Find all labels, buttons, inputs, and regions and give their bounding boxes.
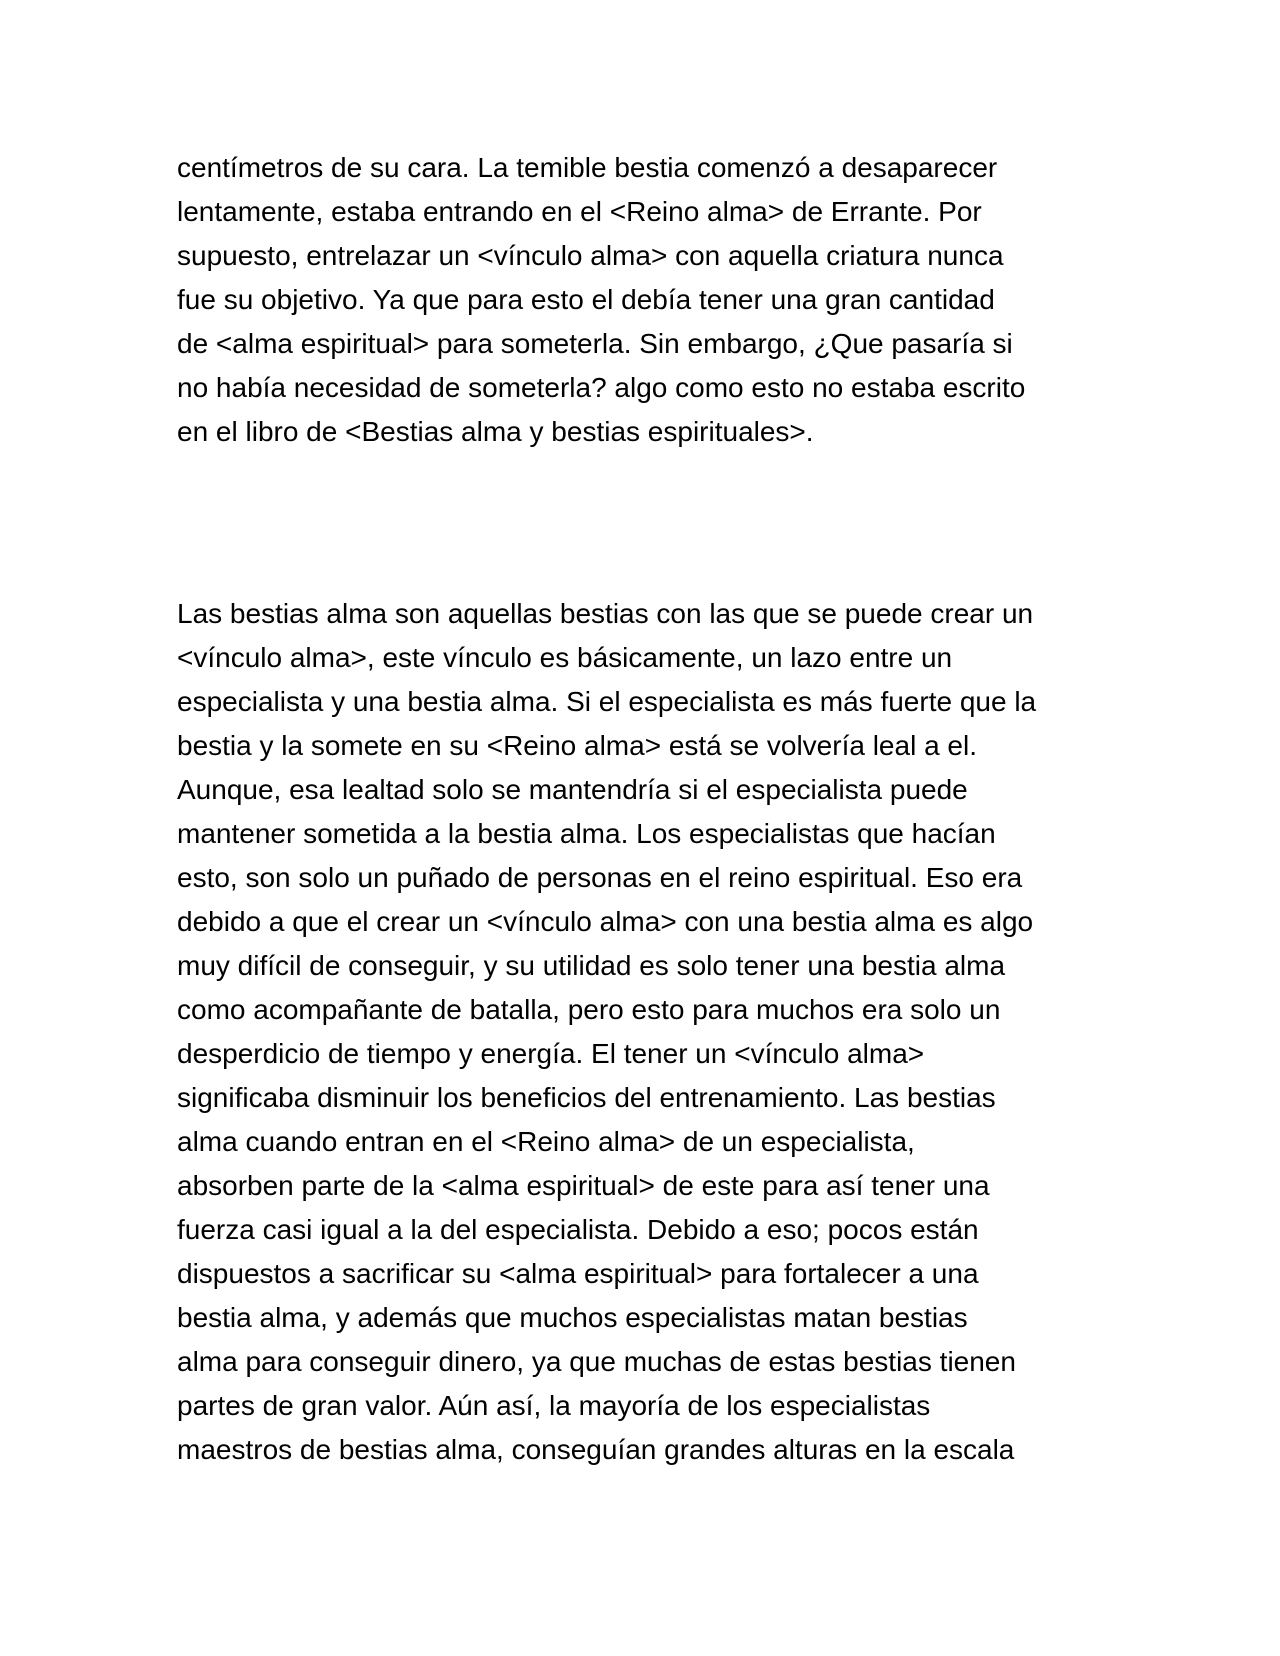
text-line: desperdicio de tiempo y energía. El tener un <vínculo alma> xyxy=(177,1038,925,1069)
text-line: centímetros de su cara. La temible bestia comenzó a desaparecer xyxy=(177,152,998,183)
text-line: maestros de bestias alma, conseguían grandes alturas en la escala xyxy=(177,1434,1015,1465)
text-line: Aunque, esa lealtad solo se mantendría si el especialista puede xyxy=(177,774,968,805)
text-line: alma cuando entran en el <Reino alma> de un especialista, xyxy=(177,1126,915,1157)
text-line: mantener sometida a la bestia alma. Los especialistas que hacían xyxy=(177,818,996,849)
text-line: supuesto, entrelazar un <vínculo alma> con aquella criatura nunca xyxy=(177,240,1004,271)
text-line: muy difícil de conseguir, y su utilidad es solo tener una bestia alma xyxy=(177,950,1006,981)
text-line: absorben parte de la <alma espiritual> de este para así tener una xyxy=(177,1170,990,1201)
text-line: fuerza casi igual a la del especialista. Debido a eso; pocos están xyxy=(177,1214,979,1245)
text-line: partes de gran valor. Aún así, la mayoría de los especialistas xyxy=(177,1390,931,1421)
paragraph-1 xyxy=(177,146,1025,454)
text-line: especialista y una bestia alma. Si el especialista es más fuerte que la xyxy=(177,686,1037,717)
text-line: significaba disminuir los beneficios del entrenamiento. Las bestias xyxy=(177,1082,996,1113)
text-line: bestia alma, y además que muchos especialistas matan bestias xyxy=(177,1302,968,1333)
text-line: en el libro de <Bestias alma y bestias espirituales>. xyxy=(177,416,814,447)
text-line: lentamente, estaba entrando en el <Reino alma> de Errante. Por xyxy=(177,196,982,227)
text-line: como acompañante de batalla, pero esto para muchos era solo un xyxy=(177,994,1001,1025)
text-line: <vínculo alma>, este vínculo es básicamente, un lazo entre un xyxy=(177,642,953,673)
text-line: no había necesidad de someterla? algo como esto no estaba escrito xyxy=(177,372,1026,403)
text-line: Las bestias alma son aquellas bestias con las que se puede crear un xyxy=(177,598,1034,629)
text-line: de <alma espiritual> para someterla. Sin embargo, ¿Que pasaría si xyxy=(177,328,1013,359)
text-line: dispuestos a sacrificar su <alma espiritual> para fortalecer a una xyxy=(177,1258,979,1289)
text-line: esto, son solo un puñado de personas en el reino espiritual. Eso era xyxy=(177,862,1023,893)
text-line: bestia y la somete en su <Reino alma> está se volvería leal a el. xyxy=(177,730,977,761)
text-line: alma para conseguir dinero, ya que muchas de estas bestias tienen xyxy=(177,1346,1016,1377)
paragraph-2 xyxy=(177,592,1036,1472)
text-line: debido a que el crear un <vínculo alma> con una bestia alma es algo xyxy=(177,906,1034,937)
text-line: fue su objetivo. Ya que para esto el debía tener una gran cantidad xyxy=(177,284,995,315)
